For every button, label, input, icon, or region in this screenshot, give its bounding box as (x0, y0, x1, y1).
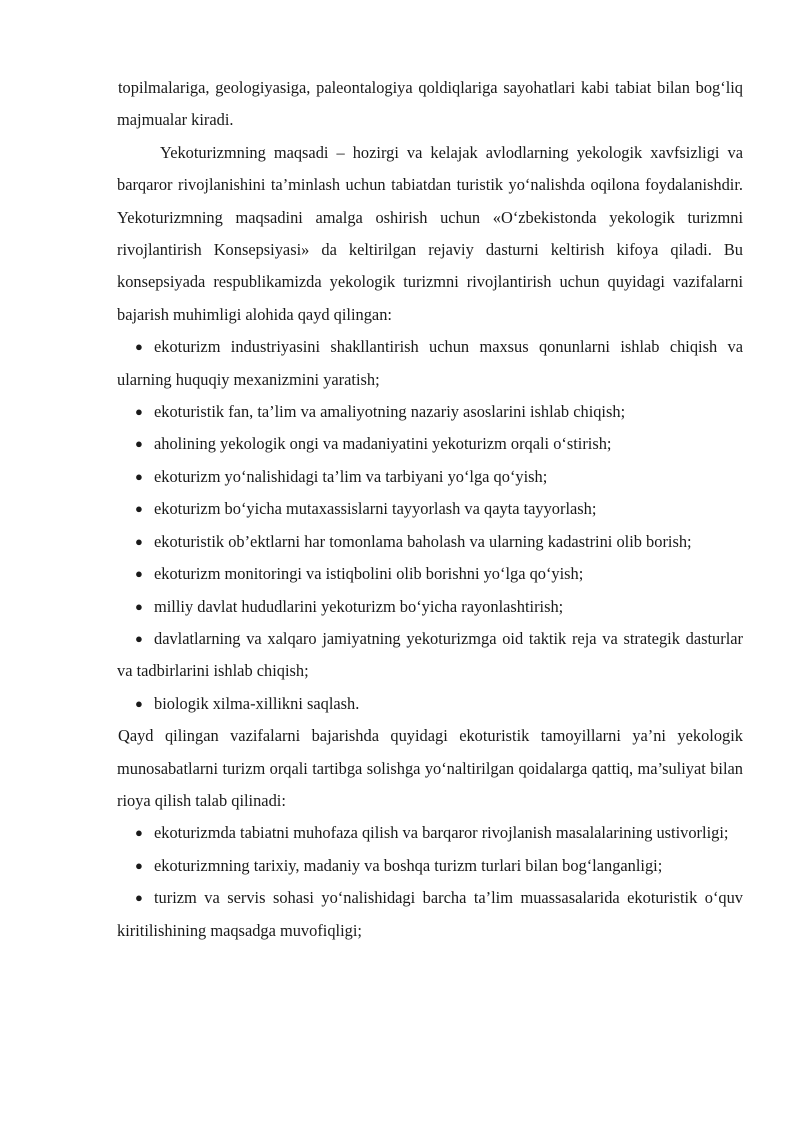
list-item (117, 817, 743, 849)
list-item (117, 428, 743, 460)
bullet-icon: ● (135, 630, 143, 646)
bullet-icon: ● (135, 695, 143, 711)
tasks-list (117, 331, 743, 720)
list-item (117, 688, 743, 720)
paragraph-ecotourism-goal: Yekoturizmning maqsadi – hozirgi va kelajak avlodlarning yekologik xavfsizligi va barqaror rivojlanishini ta’minlash uchun tabiatdan turistik yo‘nalishda oqilona foydalanishdir. Yekoturizmning maqsadini amalga oshirish uchun «O‘zbekistonda yekologik turizmni rivojlantirish Konsepsiyasi» da keltirilgan rejaviy dasturni keltirish kifoya qiladi. Bu konsepsiyada respublikamizda yekologik turizmni rivojlantirish uchun quyidagi vazifalarni bajarish muhimligi alohida qayd qilingan: (117, 142, 743, 324)
bullet-icon: ● (135, 825, 143, 841)
list-item (117, 882, 743, 947)
list-item-text: biologik xilma-xillikni saqlash. (154, 693, 360, 713)
list-item-text: ekoturizm monitoringi va istiqbolini olib borishni yo‘lga qo‘yish; (154, 564, 584, 584)
bullet-icon: ● (135, 598, 143, 614)
bullet-icon: ● (135, 339, 143, 355)
list-item (117, 591, 743, 623)
list-item-text: aholining yekologik ongi va madaniyatini yekoturizm orqali o‘stirish; (154, 434, 612, 454)
bullet-icon: ● (135, 857, 143, 873)
list-item (117, 396, 743, 428)
list-item-text: ekoturizm industriyasini shakllantirish uchun maxsus qonunlarni ishlab chiqish va ularning huquqiy mexanizmini yaratish; (117, 337, 743, 389)
list-item (117, 526, 743, 558)
list-item-text: ekoturistik fan, ta’lim va amaliyotning nazariy asoslarini ishlab chiqish; (154, 402, 626, 422)
bullet-icon: ● (135, 501, 143, 517)
document-body (117, 72, 743, 947)
list-item-text: davlatlarning va xalqaro jamiyatning yekoturizmga oid taktik reja va strategik dasturlar va tadbirlarini ishlab chiqish; (117, 628, 743, 681)
bullet-icon: ● (135, 566, 143, 582)
list-item-text: ekoturistik ob’ektlarni har tomonlama baholash va ularning kadastrini olib borish; (154, 531, 692, 551)
list-item-text: turizm va servis sohasi yo‘nalishidagi barcha ta’lim muassasalarida ekoturistik o‘quv kiritilishining maqsadga muvofiqligi; (117, 888, 743, 940)
principles-list (117, 817, 743, 947)
list-item-text: ekoturizmda tabiatni muhofaza qilish va barqaror rivojlanish masalalarining ustivorligi; (154, 823, 729, 843)
list-item (117, 558, 743, 590)
bullet-icon: ● (135, 468, 143, 484)
list-item (117, 461, 743, 493)
list-item (117, 331, 743, 396)
list-item-text: ekoturizm yo‘nalishidagi ta’lim va tarbiyani yo‘lga qo‘yish; (154, 466, 548, 486)
paragraph-continuation: topilmalariga, geologiyasiga, paleontalogiya qoldiqlariga sayohatlari kabi tabiat bilan bog‘liq majmualar kiradi. (117, 78, 743, 130)
list-item-text: ekoturizm bo‘yicha mutaxassislarni tayyorlash va qayta tayyorlash; (154, 499, 597, 519)
paragraph-principles: Qayd qilingan vazifalarni bajarishda quyidagi ekoturistik tamoyillarni ya’ni yekologik munosabatlarni turizm orqali tartibga solishga yo‘naltirilgan qoidalarga qattiq, ma’suliyat bilan rioya qilish talab qilinadi: (117, 726, 743, 810)
list-item-text: ekoturizmning tarixiy, madaniy va boshqa turizm turlari bilan bog‘langanligi; (154, 855, 663, 875)
list-item-text: milliy davlat hududlarini yekoturizm bo‘yicha rayonlashtirish; (154, 596, 564, 616)
bullet-icon: ● (135, 404, 143, 420)
bullet-icon: ● (135, 890, 143, 906)
list-item (117, 850, 743, 882)
list-item (117, 623, 743, 688)
bullet-icon: ● (135, 436, 143, 452)
bullet-icon: ● (135, 533, 143, 549)
list-item (117, 493, 743, 525)
